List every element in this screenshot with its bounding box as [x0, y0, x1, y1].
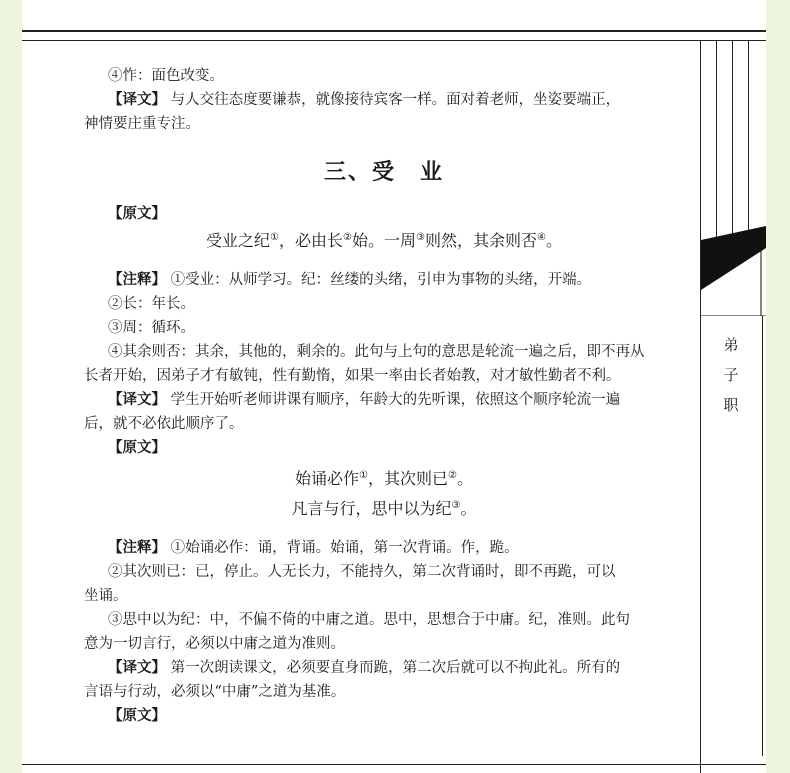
original-tag: 【原文】 — [108, 707, 166, 724]
margin-rule — [716, 40, 717, 240]
side-label-char: 职 — [723, 396, 739, 414]
side-label-char: 子 — [723, 366, 739, 384]
page-content — [84, 64, 684, 728]
translation-text: 与人交往态度要谦恭，就像接待宾客一样。面对着老师，坐姿要端正， — [170, 92, 621, 108]
verse-line: 始诵必作①，其次则已②。 — [295, 469, 473, 488]
note-text: ①始诵必作：诵，背诵。始诵，第一次背诵。作，跪。 — [170, 540, 519, 556]
side-tab-ornament — [701, 226, 766, 316]
note-tag: 【注释】 — [108, 539, 166, 556]
translation-line — [84, 88, 684, 112]
note-line: ②其次则已：已，停止。人无长力，不能持久，第二次背诵时，即不再跪，可以 — [108, 564, 616, 580]
margin-rule — [732, 40, 733, 240]
top-rule-thick — [22, 30, 766, 32]
translation-tag: 【译文】 — [108, 659, 166, 676]
note-line: ③思中以为纪：中，不偏不倚的中庸之道。思中，思想合于中庸。纪，准则。此句 — [108, 612, 630, 628]
translation-text: 第一次朗读课文，必须要直身而跪，第二次后就可以不拘此礼。所有的 — [170, 660, 621, 676]
note-text: ①受业：从师学习。纪：丝缕的头绪，引申为事物的头绪，开端。 — [170, 272, 592, 288]
top-rule-thin — [22, 40, 766, 41]
translation-line: 言语与行动，必须以“中庸”之道为基准。 — [84, 684, 346, 700]
side-label-char: 弟 — [723, 336, 739, 354]
side-section-label — [716, 330, 746, 420]
margin-rule — [762, 316, 763, 756]
original-tag: 【原文】 — [108, 205, 166, 222]
note-line: ④其余则否：其余，其他的，剩余的。此句与上句的意思是轮流一遍之后，即不再从 — [108, 344, 645, 360]
note-line: 坐诵。 — [84, 588, 128, 604]
translation-tag: 【译文】 — [108, 91, 166, 108]
note-line: ②长：年长。 — [108, 296, 195, 312]
translation-line: 后，就不必依此顺序了。 — [84, 416, 244, 432]
note-line: 长者开始，因弟子才有敏钝，性有勤惰，如果一率由长者始教，对才敏性勤者不利。 — [84, 368, 621, 384]
original-tag: 【原文】 — [108, 439, 166, 456]
translation-line — [84, 656, 684, 680]
translation-line: 神情要庄重专注。 — [84, 116, 200, 132]
translation-line — [84, 388, 684, 412]
note-line: 意为一切言行，必须以中庸之道为准则。 — [84, 636, 345, 652]
note-tag: 【注释】 — [108, 271, 166, 288]
note-line: ④怍：面色改变。 — [108, 68, 224, 84]
verse-line: 受业之纪①，必由长②始。一周③则然，其余则否④。 — [206, 231, 562, 250]
note-line: ③周：循环。 — [108, 320, 195, 336]
margin-rule — [700, 40, 701, 773]
verse-line: 凡言与行，思中以为纪③。 — [291, 499, 477, 518]
margin-rule — [748, 40, 749, 240]
bottom-rule — [22, 764, 766, 765]
section-title: 三、受 业 — [323, 159, 444, 185]
translation-tag: 【译文】 — [108, 391, 166, 408]
note-line — [84, 268, 684, 292]
note-line — [84, 536, 684, 560]
translation-text: 学生开始听老师讲课有顺序，年龄大的先听课，依照这个顺序轮流一遍 — [170, 392, 621, 408]
